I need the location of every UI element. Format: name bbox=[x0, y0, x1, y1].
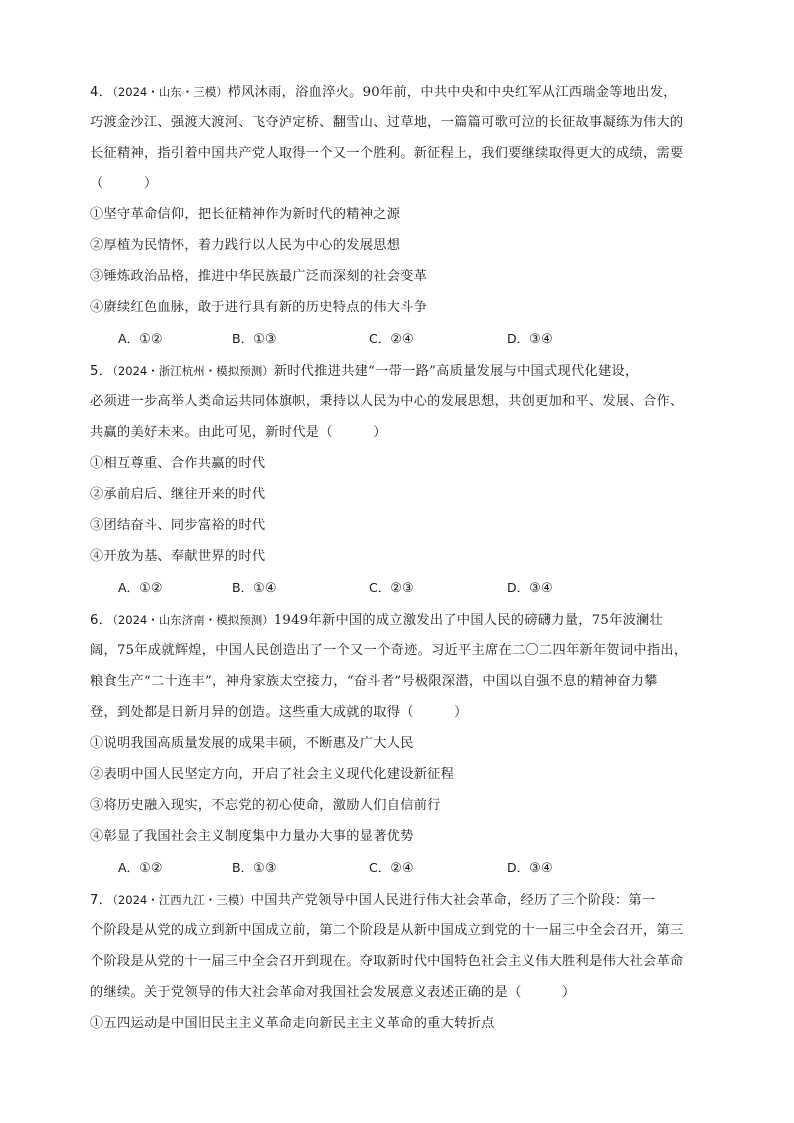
option-text: ②④ bbox=[390, 861, 414, 876]
statement-1: ①相互尊重、合作共赢的时代 bbox=[90, 456, 266, 471]
question-number: 7． bbox=[90, 893, 113, 908]
question-6-line-1 bbox=[90, 610, 663, 631]
question-6-line-2: 阔，75年成就辉煌，中国人民创造出了一个又一个奇迹。习近平主席在二〇二四年新年贺词中指出， bbox=[90, 643, 688, 658]
question-number: 6． bbox=[90, 613, 113, 628]
option-letter: A． bbox=[118, 580, 140, 595]
question-5-line-3: 共赢的美好未来。由此可见，新时代是（ ） bbox=[90, 425, 387, 440]
option-letter: D． bbox=[507, 331, 530, 346]
option-letter: B． bbox=[232, 580, 254, 595]
question-7-line-4: 的继续。关于党领导的伟大社会革命对我国社会发展意义表述正确的是（ ） bbox=[90, 985, 576, 1000]
statement-3: ③将历史融入现实，不忘党的初心使命，激励人们自信前行 bbox=[90, 798, 441, 813]
statement-2: ②表明中国人民坚定方向，开启了社会主义现代化建设新征程 bbox=[90, 767, 455, 782]
option-b[interactable] bbox=[232, 858, 277, 879]
option-letter: D． bbox=[507, 860, 530, 875]
option-text: ①② bbox=[139, 581, 163, 596]
statement-3: ③锤炼政治品格，推进中华民族最广泛而深刻的社会变革 bbox=[90, 269, 428, 284]
question-source: （2024・山东济南・模拟预测） bbox=[112, 613, 274, 627]
option-text: ②③ bbox=[390, 581, 414, 596]
question-5-line-1 bbox=[90, 361, 638, 382]
option-letter: B． bbox=[232, 860, 254, 875]
question-6-line-4: 登，到处都是日新月异的创造。这些重大成就的取得（ ） bbox=[90, 705, 468, 720]
option-c[interactable] bbox=[369, 578, 414, 599]
question-text: 1949年新中国的成立激发出了中国人民的磅礴力量，75年波澜壮 bbox=[273, 613, 664, 628]
question-text: 中国共产党领导中国人民进行伟大社会革命，经历了三个阶段：第一 bbox=[250, 893, 656, 908]
question-7-line-2: 个阶段是从党的成立到新中国成立前，第二个阶段是从新中国成立到党的十一届三中全会召开，第三 bbox=[90, 923, 684, 938]
option-letter: C． bbox=[369, 580, 391, 595]
question-4-line-1 bbox=[90, 82, 677, 103]
question-6-line-3: 粮食生产“二十连丰”，神舟家族太空接力，“奋斗者”号极限深潜，中国以自强不息的精神奋力攀 bbox=[90, 674, 658, 689]
option-d[interactable] bbox=[507, 858, 553, 879]
option-text: ③④ bbox=[529, 581, 553, 596]
question-text: 栉风沐雨，浴血淬火。90年前，中共中央和中央红军从江西瑞金等地出发， bbox=[227, 85, 677, 100]
option-c[interactable] bbox=[369, 858, 414, 879]
option-text: ①③ bbox=[253, 861, 277, 876]
answer-blank: （ ） bbox=[90, 176, 158, 191]
option-d[interactable] bbox=[507, 329, 553, 350]
option-letter: D． bbox=[507, 580, 530, 595]
option-c[interactable] bbox=[369, 329, 414, 350]
statement-1: ①说明我国高质量发展的成果丰硕，不断惠及广大人民 bbox=[90, 736, 414, 751]
option-b[interactable] bbox=[232, 578, 277, 599]
option-letter: A． bbox=[118, 331, 140, 346]
question-4-line-3: 长征精神，指引着中国共产党人取得一个又一个胜利。新征程上，我们要继续取得更大的成绩，需要 bbox=[90, 146, 684, 161]
statement-2: ②厚植为民情怀，着力践行以人民为中心的发展思想 bbox=[90, 238, 401, 253]
question-source: （2024・浙江杭州・模拟预测） bbox=[112, 364, 274, 378]
option-text: ③④ bbox=[529, 332, 553, 347]
question-7-line-1 bbox=[90, 890, 655, 911]
question-number: 5． bbox=[90, 364, 113, 379]
option-text: ③④ bbox=[529, 861, 553, 876]
question-4-line-2: 巧渡金沙江、强渡大渡河、飞夺泸定桥、翻雪山、过草地，一篇篇可歌可泣的长征故事凝练为伟大的 bbox=[90, 115, 684, 130]
option-text: ①② bbox=[139, 332, 163, 347]
statement-2: ②承前启后、继往开来的时代 bbox=[90, 487, 266, 502]
option-a[interactable] bbox=[118, 329, 163, 350]
option-letter: C． bbox=[369, 860, 391, 875]
option-letter: B． bbox=[232, 331, 254, 346]
option-text: ①④ bbox=[253, 581, 277, 596]
question-source: （2024・山东・三模） bbox=[112, 85, 228, 99]
statement-4: ④彰显了我国社会主义制度集中力量办大事的显著优势 bbox=[90, 829, 414, 844]
option-text: ②④ bbox=[390, 332, 414, 347]
option-a[interactable] bbox=[118, 578, 163, 599]
option-a[interactable] bbox=[118, 858, 163, 879]
question-5-line-2: 必须进一步高举人类命运共同体旗帜，秉持以人民为中心的发展思想，共创更加和平、发展、合作、 bbox=[90, 394, 684, 409]
option-d[interactable] bbox=[507, 578, 553, 599]
question-7-line-3: 个阶段是从党的十一届三中全会召开到现在。夺取新时代中国特色社会主义伟大胜利是伟大社会革命 bbox=[90, 954, 684, 969]
statement-1: ①坚守革命信仰，把长征精神作为新时代的精神之源 bbox=[90, 207, 401, 222]
option-b[interactable] bbox=[232, 329, 277, 350]
option-text: ①② bbox=[139, 861, 163, 876]
statement-4: ④开放为基、奉献世界的时代 bbox=[90, 549, 266, 564]
statement-3: ③团结奋斗、同步富裕的时代 bbox=[90, 518, 266, 533]
option-letter: C． bbox=[369, 331, 391, 346]
option-text: ①③ bbox=[253, 332, 277, 347]
question-text: 新时代推进共建“一带一路”高质量发展与中国式现代化建设， bbox=[273, 364, 639, 379]
question-source: （2024・江西九江・三模） bbox=[112, 893, 251, 907]
question-number: 4． bbox=[90, 85, 113, 100]
statement-4: ④赓续红色血脉，敢于进行具有新的历史特点的伟大斗争 bbox=[90, 300, 428, 315]
statement-1: ①五四运动是中国旧民主主义革命走向新民主主义革命的重大转折点 bbox=[90, 1016, 495, 1031]
option-letter: A． bbox=[118, 860, 140, 875]
